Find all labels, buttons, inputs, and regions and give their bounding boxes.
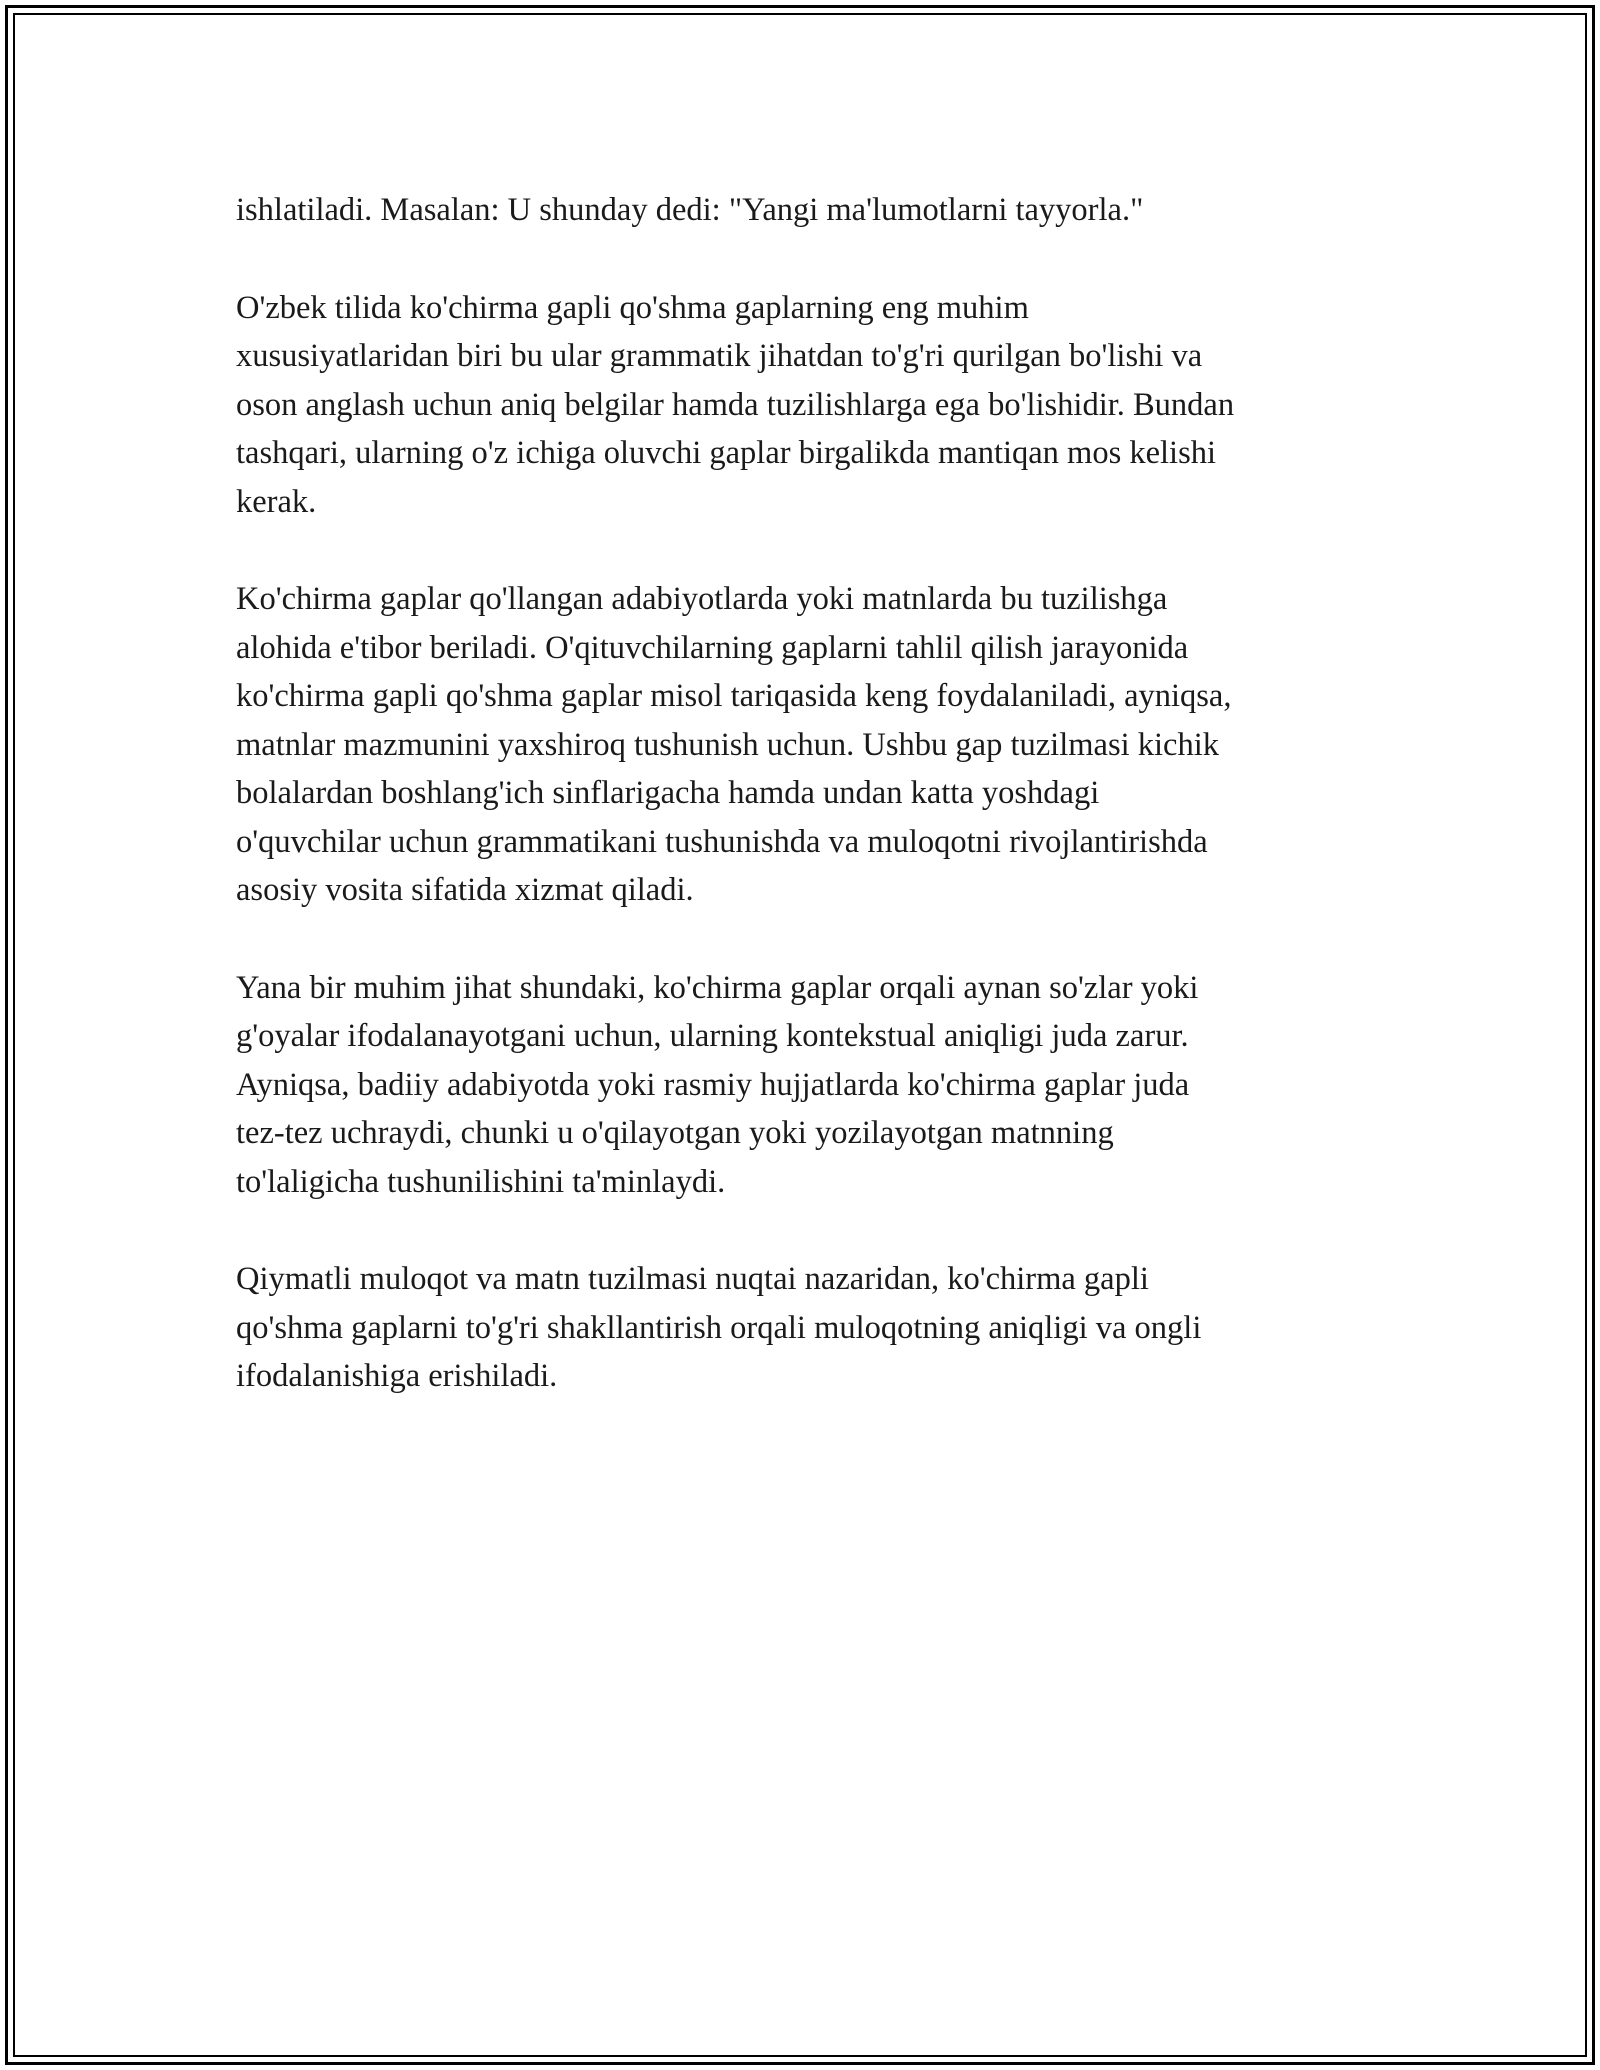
- paragraph-5: Qiymatli muloqot va matn tuzilmasi nuqtai nazaridan, ko'chirma gapli qo'shma gaplarni to'g'ri shakllantirish orqali muloqotning aniqligi va ongli ifodalanishiga erishiladi.: [236, 1261, 1202, 1394]
- paragraph-4: Yana bir muhim jihat shundaki, ko'chirma gaplar orqali aynan so'zlar yoki g'oyalar ifodalanayotgani uchun, ularning kontekstual aniqligi juda zarur. Ayniqsa, badiiy adabiyotda yoki rasmiy hujjatlarda ko'chirma gaplar juda tez-tez uchraydi, chunki u o'qilayotgan yoki yozilayotgan matnning to'laligicha tushunilishini ta'minlaydi.: [236, 969, 1199, 1200]
- paragraph-3: Ko'chirma gaplar qo'llangan adabiyotlarda yoki matnlarda bu tuzilishga alohida e'tibor beriladi. O'qituvchilarning gaplarni tahlil qilish jarayonida ko'chirma gapli qo'shma gaplar misol tariqasida keng foydalaniladi, ayniqsa, matnlar mazmunini yaxshiroq tushunish uchun. Ushbu gap tuzilmasi kichik bolalardan boshlang'ich sinflarigacha hamda undan katta yoshdagi o'quvchilar uchun grammatikani tushunishda va muloqotni rivojlantirishda asosiy vosita sifatida xizmat qiladi.: [236, 581, 1232, 908]
- document-body: [236, 186, 1376, 1450]
- paragraph-1: ishlatiladi. Masalan: U shunday dedi: "Yangi ma'lumotlarni tayyorla.": [236, 192, 1144, 228]
- paragraph-2: O'zbek tilida ko'chirma gapli qo'shma gaplarning eng muhim xususiyatlaridan biri bu ular grammatik jihatdan to'g'ri qurilgan bo'lishi va oson anglash uchun aniq belgilar hamda tuzilishlarga ega bo'lishidir. Bundan tashqari, ularning o'z ichiga oluvchi gaplar birgalikda mantiqan mos kelishi kerak.: [236, 289, 1235, 520]
